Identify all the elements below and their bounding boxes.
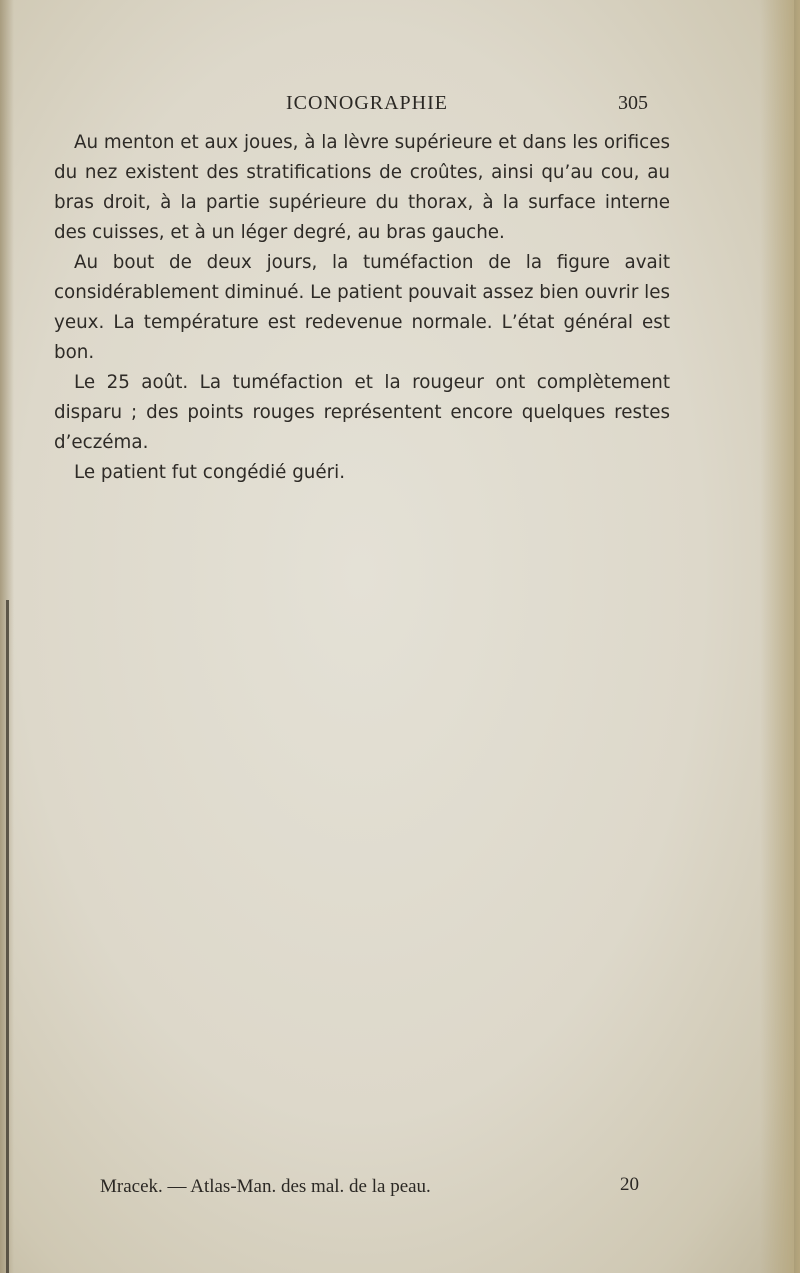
footer-credit: Mracek. — Atlas-Man. des mal. de la peau. xyxy=(100,1176,431,1197)
running-title: ICONOGRAPHIE xyxy=(286,92,448,114)
body-text xyxy=(54,128,670,488)
running-header xyxy=(54,92,654,122)
page-footer xyxy=(100,1176,660,1204)
page-number: 305 xyxy=(618,92,648,114)
paragraph: Le patient fut congédié guéri. xyxy=(74,462,346,483)
paragraph: Au bout de deux jours, la tuméfaction de la figure avait considérablement diminué. Le patient pouvait assez bien ouvrir les yeux. La température est redevenue normale. L’état général est bon. xyxy=(54,252,671,363)
paragraph: Au menton et aux joues, à la lèvre supérieure et dans les orifices du nez existent des stratifications de croûtes, ainsi qu’au cou, au bras droit, à la partie supérieure du thorax, à la surface interne des cuisses, et à un léger degré, au bras gauche. xyxy=(54,132,670,243)
binding-shadow xyxy=(6,600,9,1273)
page-edge xyxy=(794,0,800,1273)
signature-mark: 20 xyxy=(620,1174,639,1195)
paragraph: Le 25 août. La tuméfaction et la rougeur ont complètement disparu ; des points rouges représentent encore quelques restes d’eczéma. xyxy=(54,372,670,453)
